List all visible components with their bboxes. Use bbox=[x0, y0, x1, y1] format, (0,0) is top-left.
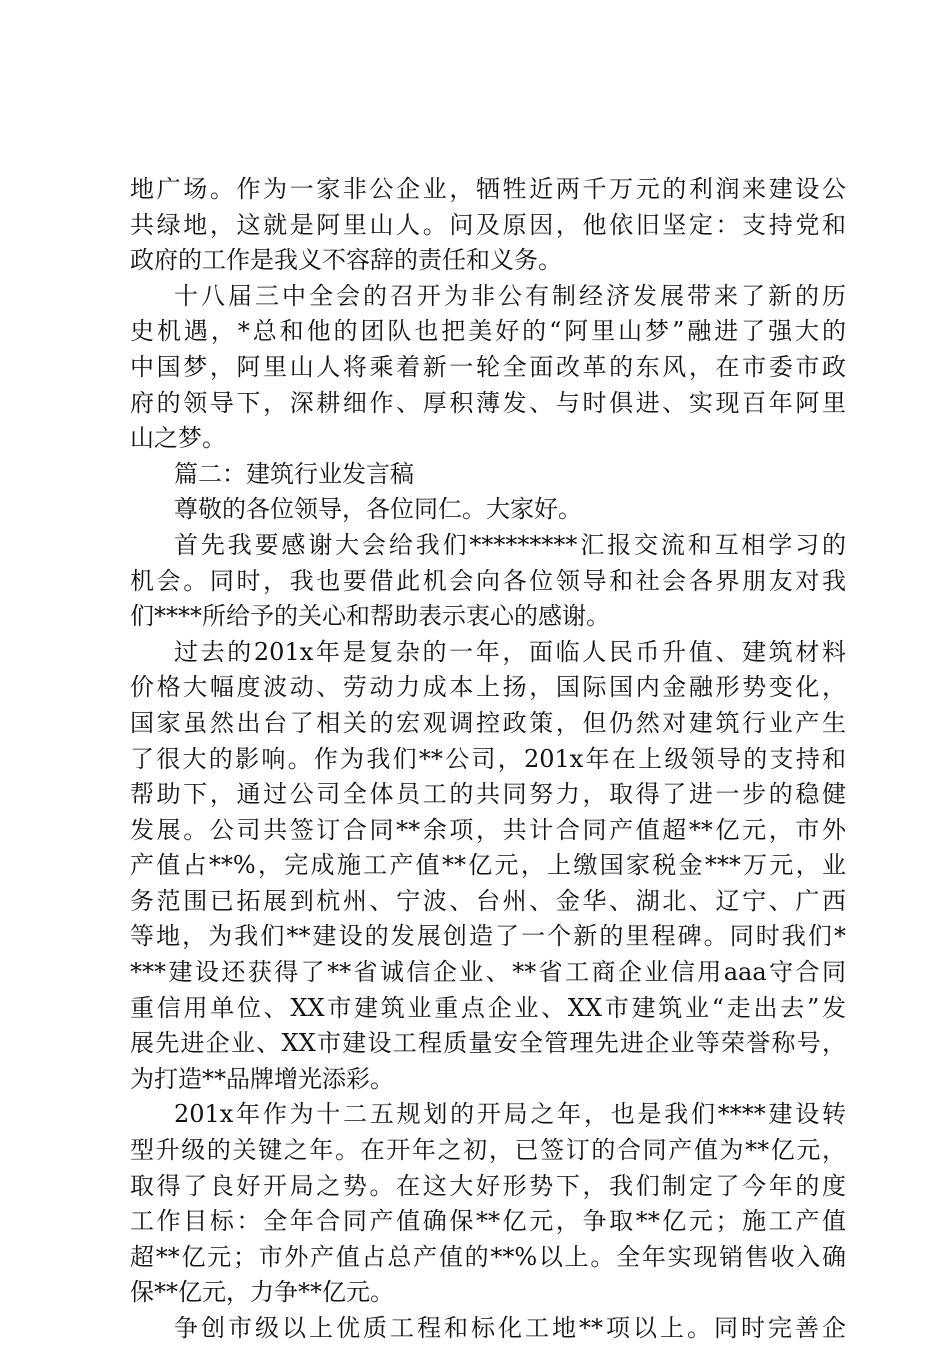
document-body bbox=[130, 172, 846, 1347]
text-line: 中国梦，阿里山人将乘着新一轮全面改革的东风，在市委市政 bbox=[130, 352, 846, 381]
text-line: 争创市级以上优质工程和标化工地**项以上。同时完善企 bbox=[174, 1314, 846, 1342]
text-line: 地广场。作为一家非公企业，牺牲近两千万元的利润来建设公 bbox=[130, 175, 846, 203]
text-line: ***建设还获得了**省诚信企业、**省工商企业信用aaa守合同 bbox=[130, 958, 846, 987]
text-line: 201x年作为十二五规划的开局之年，也是我们****建设转 bbox=[174, 1100, 846, 1129]
text-line: 保**亿元，力争**亿元。 bbox=[130, 1278, 394, 1307]
text-line: 型升级的关键之年。在开年之初，已签订的合同产值为**亿元， bbox=[130, 1136, 846, 1165]
text-line: 机会。同时，我也要借此机会向各位领导和社会各界朋友对我 bbox=[130, 566, 846, 595]
text-line: 尊敬的各位领导，各位同仁。大家好。 bbox=[174, 495, 582, 524]
text-line: 们****所给予的关心和帮助表示衷心的感谢。 bbox=[130, 602, 610, 631]
text-line: 了很大的影响。作为我们**公司，201x年在上级领导的支持和 bbox=[130, 744, 846, 773]
text-line: 等地，为我们**建设的发展创造了一个新的里程碑。同时我们* bbox=[130, 922, 846, 951]
text-line: 史机遇，*总和他的团队也把美好的“阿里山梦”融进了强大的 bbox=[130, 317, 846, 346]
text-line: 工作目标：全年合同产值确保**亿元，争取**亿元；施工产值 bbox=[130, 1207, 846, 1236]
text-line: 超**亿元；市外产值占总产值的**%以上。全年实现销售收入确 bbox=[130, 1242, 846, 1271]
text-line: 山之梦。 bbox=[130, 424, 226, 453]
text-line: 府的领导下，深耕细作、厚积薄发、与时俱进、实现百年阿里 bbox=[130, 388, 846, 417]
text-line: 展先进企业、XX市建设工程质量安全管理先进企业等荣誉称号， bbox=[130, 1029, 846, 1058]
text-line: 务范围已拓展到杭州、宁波、台州、金华、湖北、辽宁、广西 bbox=[130, 886, 846, 915]
text-line: 帮助下，通过公司全体员工的共同努力，取得了进一步的稳健 bbox=[130, 780, 846, 809]
text-line: 篇二：建筑行业发言稿 bbox=[174, 459, 414, 488]
text-line: 国家虽然出台了相关的宏观调控政策，但仍然对建筑行业产生 bbox=[130, 708, 846, 737]
text-line: 取得了良好开局之势。在这大好形势下，我们制定了今年的度 bbox=[130, 1171, 846, 1200]
text-line: 价格大幅度波动、劳动力成本上扬，国际国内金融形势变化， bbox=[130, 673, 846, 702]
text-line: 共绿地，这就是阿里山人。问及原因，他依旧坚定：支持党和 bbox=[130, 210, 846, 239]
text-line: 政府的工作是我义不容辞的责任和义务。 bbox=[130, 246, 562, 275]
text-line: 首先我要感谢大会给我们*********汇报交流和互相学习的 bbox=[174, 530, 846, 559]
text-line: 重信用单位、XX市建筑业重点企业、XX市建筑业“走出去”发 bbox=[130, 993, 846, 1022]
text-line: 十八届三中全会的召开为非公有制经济发展带来了新的历 bbox=[174, 281, 846, 310]
text-line: 产值占**%，完成施工产值**亿元，上缴国家税金***万元，业 bbox=[130, 851, 846, 880]
text-line: 为打造**品牌增光添彩。 bbox=[130, 1064, 394, 1093]
text-line: 过去的201x年是复杂的一年，面临人民币升值、建筑材料 bbox=[174, 637, 846, 666]
text-line: 发展。公司共签订合同**余项，共计合同产值超**亿元，市外 bbox=[130, 815, 846, 844]
